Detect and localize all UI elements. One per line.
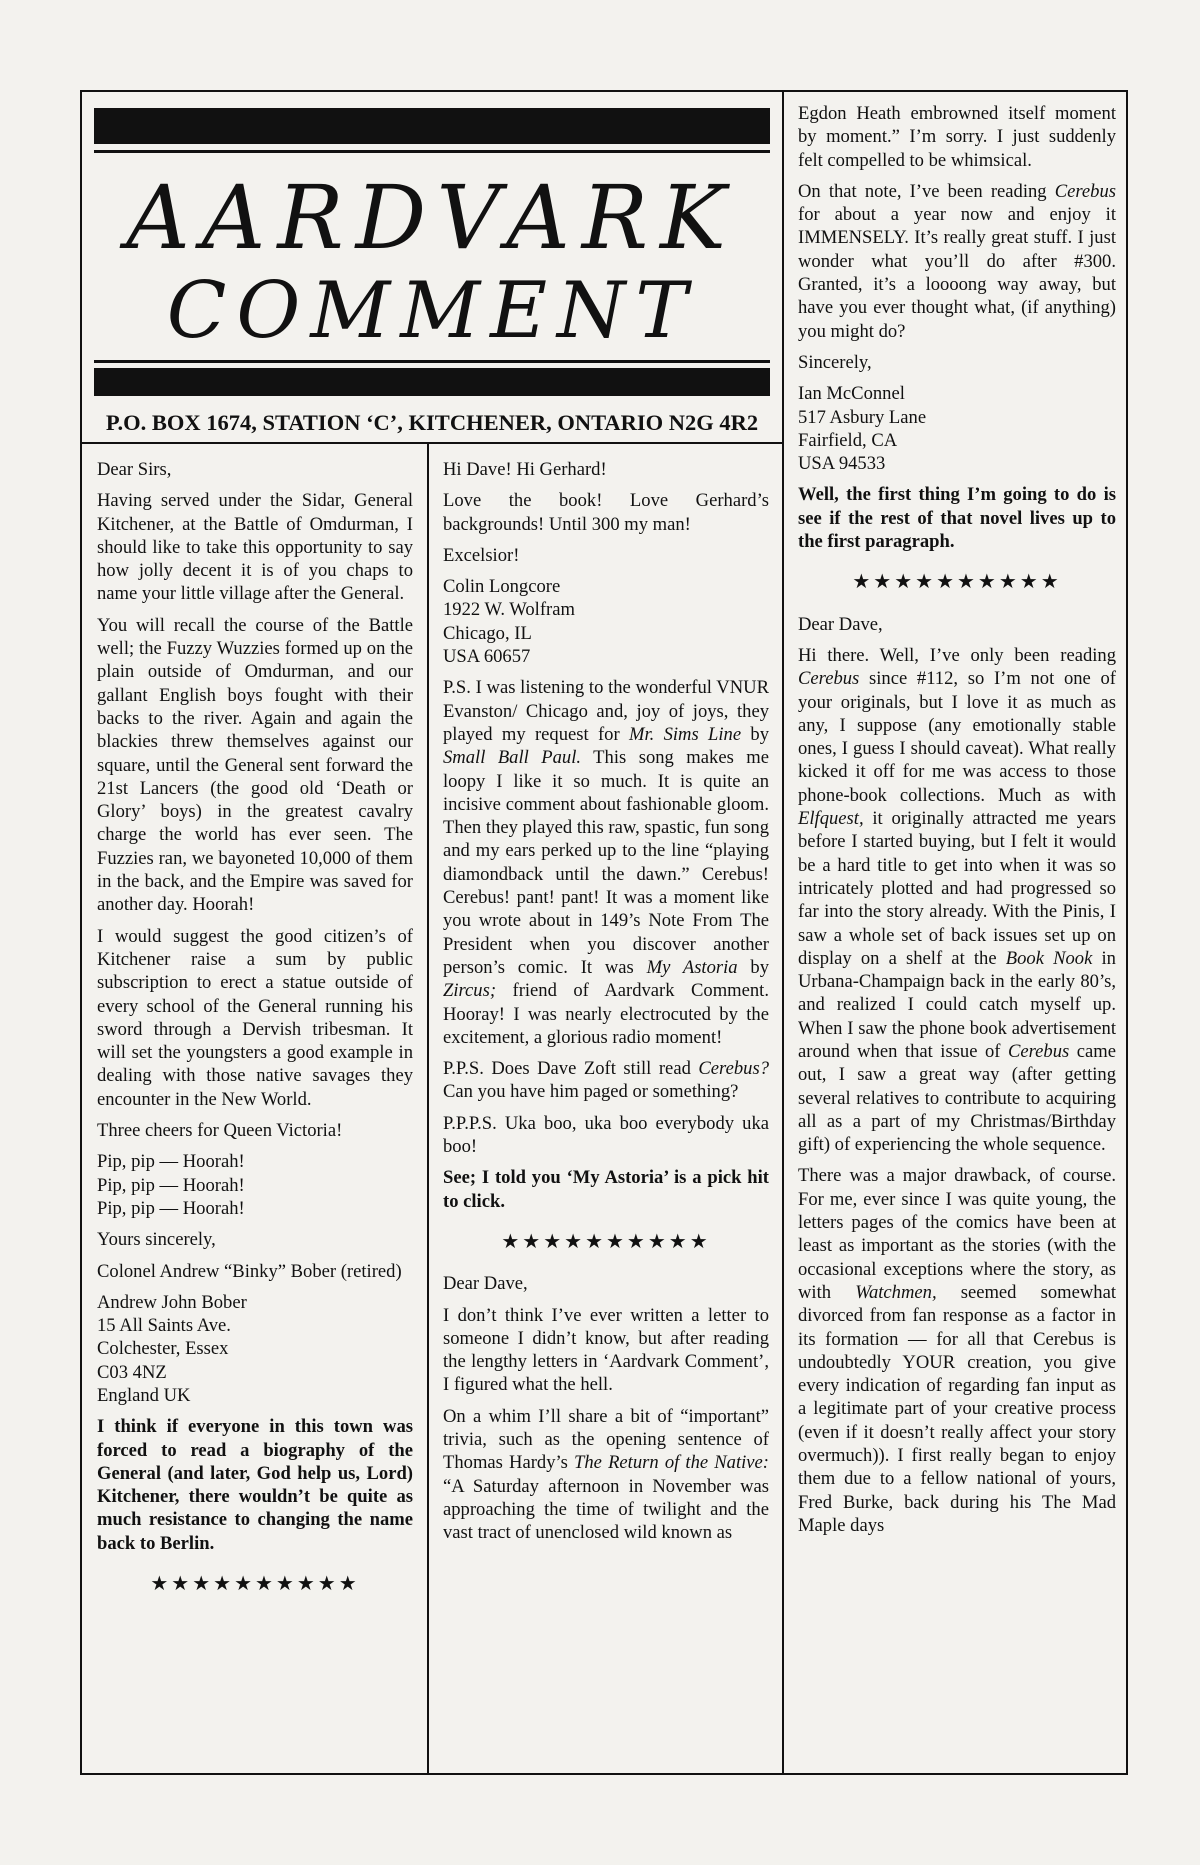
column-1 bbox=[97, 458, 413, 1614]
letter1-closing: Yours sincerely, bbox=[97, 1229, 216, 1251]
letter1-paragraph: Having served under the Sidar, General Kitchener, at the Battle of Omdurman, I should like to take this opportunity to say how jolly decent it is of you chaps to name your little village after the General. bbox=[97, 490, 413, 605]
address-line: Andrew John Bober bbox=[97, 1291, 247, 1313]
letter1-paragraph: Three cheers for Queen Victoria! bbox=[97, 1120, 343, 1142]
col-divider-2 bbox=[782, 92, 784, 1773]
title-line-1: AARDVARK bbox=[126, 166, 738, 269]
address-line: USA 94533 bbox=[798, 453, 886, 475]
page-frame bbox=[80, 90, 1128, 1775]
column-3 bbox=[798, 102, 1116, 1545]
address-line: Fairfield, CA bbox=[798, 429, 898, 451]
header-divider bbox=[82, 442, 784, 444]
star-divider: ★★★★★★★★★★ bbox=[501, 1230, 711, 1253]
address-line: Ian McConnel bbox=[798, 383, 905, 405]
letter3-paragraph: On a whim I’ll share a bit of “important” trivia, such as the opening sentence of Thomas Hardy’s The Return of the Native: “A Saturday afternoon in November was approaching the time of twilight and the vast tract of unenclosed wild known as bbox=[443, 1405, 769, 1544]
title-line-2: COMMENT bbox=[166, 266, 698, 356]
letter3-continued: Egdon Heath embrowned itself moment by moment.” I’m sorry. I just suddenly felt compelled to be whimsical. bbox=[798, 103, 1116, 171]
pip-line: Pip, pip — Hoorah! bbox=[97, 1174, 245, 1196]
letter3-paragraph: I don’t think I’ve ever written a letter to someone I didn’t know, but after reading the lengthy letters in ‘Aardvark Comment’, I figured what the hell. bbox=[443, 1304, 769, 1396]
star-divider: ★★★★★★★★★★ bbox=[150, 1573, 360, 1596]
letter4-salutation: Dear Dave, bbox=[798, 613, 883, 635]
address-line: Colin Longcore bbox=[443, 576, 561, 598]
header-bar-bottom bbox=[94, 368, 770, 396]
address-line: 517 Asbury Lane bbox=[798, 406, 927, 428]
letter4-paragraph: There was a major drawback, of course. For me, ever since I was quite young, the letters pages of the comics have been at least as important as the stories (with the occasional exceptions where the story, as with Watchmen, seemed somewhat divorced from fan response as a factor in its formation — for all that Cerebus is undoubtedly YOUR creation, you give every indication of regarding fan input as a legitimate part of your creative process (even if it doesn’t really affect your story overmuch)). I first really began to enjoy them due to a fellow national of yours, Fred Burke, back during his The Mad Maple days bbox=[798, 1165, 1116, 1536]
letter1-paragraph: You will recall the course of the Battle well; the Fuzzy Wuzzies formed up on the plain outside of Omdurman, and our gallant English boys fought with their backs to the river. Again and again the blackies threw themselves against our square, until the General sent forward the 21st Lancers (the good old ‘Death or Glory’ boys) in the greatest cavalry charge the world has ever seen. The Fuzzies ran, we bayoneted 10,000 of them in the back, and the Empire was saved for another day. Hoorah! bbox=[97, 614, 413, 916]
letter3-salutation: Dear Dave, bbox=[443, 1273, 528, 1295]
address-line: USA 60657 bbox=[443, 646, 531, 668]
address-line: Chicago, IL bbox=[443, 622, 532, 644]
letter2-paragraph: Love the book! Love Gerhard’s backgrounds! Until 300 my man! bbox=[443, 490, 769, 535]
col-divider-1 bbox=[427, 442, 429, 1773]
letter1-pips bbox=[97, 1150, 413, 1220]
letter2-pps: P.P.S. Does Dave Zoft still read Cerebus? Can you have him paged or something? bbox=[443, 1058, 769, 1103]
pip-line: Pip, pip — Hoorah! bbox=[97, 1197, 245, 1219]
address-line: 1922 W. Wolfram bbox=[443, 599, 575, 621]
address-line: C03 4NZ bbox=[97, 1361, 167, 1383]
address-line: Colchester, Essex bbox=[97, 1338, 229, 1360]
letter3-paragraph: On that note, I’ve been reading Cerebus for about a year now and enjoy it IMMENSELY. It’s really great stuff. I just wonder what you’ll do after #300. Granted, it’s a loooong way away, but have you ever thought what, (if anything) you might do? bbox=[798, 180, 1116, 342]
letter2-ppps: P.P.P.S. Uka boo, uka boo everybody uka boo! bbox=[443, 1112, 769, 1158]
header-bar-top bbox=[94, 108, 770, 144]
letter4-paragraph: Hi there. Well, I’ve only been reading Cerebus since #112, so I’m not one of your originals, but I love it as much as any, I suppose (any emotionally stable ones, I guess I should caveat). What really kicked it off for me was access to those phone-book collections. Much as with Elfquest, it originally attracted me years before I started buying, but I felt it would be a hard title to get into when it was so intricately plotted and had progressed so far into the story already. With the Pinis, I saw a whole set of back issues set up on display on a shelf at the Book Nook in Urbana-Champaign back in the early 80’s, and realized I could catch myself up. When I saw the phone book advertisement around when that issue of Cerebus came out, I saw a great way (after getting several relatives to contribute to acquiring all as a part of my Christmas/Birthday gift) of experiencing the whole sequence. bbox=[798, 644, 1116, 1156]
address-line: England UK bbox=[97, 1384, 191, 1406]
editor-reply-3: Well, the first thing I’m going to do is see if the rest of that novel lives up to the first paragraph. bbox=[798, 484, 1116, 553]
header-rule-bottom bbox=[94, 360, 770, 363]
letter2-address bbox=[443, 575, 769, 668]
letter2-paragraph: Excelsior! bbox=[443, 544, 520, 566]
editor-reply-1: I think if everyone in this town was forced to read a biography of the General (and later, God help us, Lord) Kitchener, there wouldn’t be quite as much resistance to changing the name back to Berlin. bbox=[97, 1416, 413, 1554]
letter1-paragraph: I would suggest the good citizen’s of Kitchener raise a sum by public subscription to erect a statue outside of every school of the General running his sword through a Dervish tribesman. It will set the youngsters a good example in dealing with those native savages they encounter in the New World. bbox=[97, 925, 413, 1110]
pip-line: Pip, pip — Hoorah! bbox=[97, 1151, 245, 1173]
letter2-ps: P.S. I was listening to the wonderful VNUR Evanston/ Chicago and, joy of joys, they played my request for Mr. Sims Line by Small Ball Paul. This song makes me loopy I like it so much. It is quite an incisive comment about fashionable gloom. Then they played this raw, spastic, fun song and my ears perked up to the line “playing diamondback until the dawn.” Cerebus! Cerebus! pant! pant! It was a moment like you wrote about in 149’s Note From The President when you discover another person’s comic. It was My Astoria by Zircus; friend of Aardvark Comment. Hooray! I was nearly electrocuted by the excitement, a glorious radio moment! bbox=[443, 677, 770, 1048]
address-line: 15 All Saints Ave. bbox=[97, 1315, 231, 1337]
editor-reply-2: See; I told you ‘My Astoria’ is a pick hit to click. bbox=[443, 1167, 769, 1212]
letter2-greeting: Hi Dave! Hi Gerhard! bbox=[443, 459, 607, 480]
letter1-salutation: Dear Sirs, bbox=[97, 459, 172, 480]
letter1-address bbox=[97, 1291, 413, 1407]
header-rule-top bbox=[94, 150, 770, 153]
letter3-address bbox=[798, 382, 1116, 475]
mailing-address: P.O. BOX 1674, STATION ‘C’, KITCHENER, ONTARIO N2G 4R2 bbox=[105, 410, 759, 435]
letter1-signer: Colonel Andrew “Binky” Bober (retired) bbox=[97, 1260, 402, 1282]
letter3-closing: Sincerely, bbox=[798, 351, 872, 373]
column-2 bbox=[443, 458, 769, 1552]
star-divider: ★★★★★★★★★★ bbox=[852, 571, 1062, 594]
